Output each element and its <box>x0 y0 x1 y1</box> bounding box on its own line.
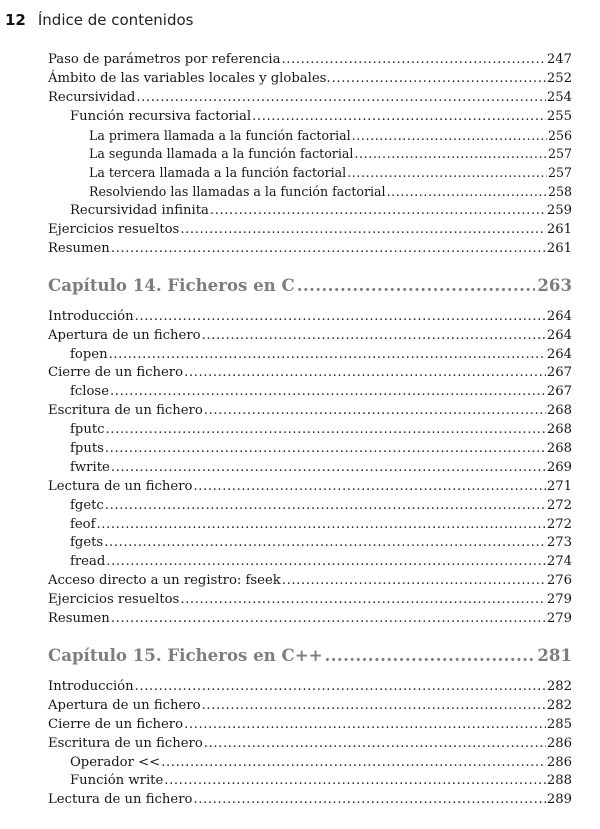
toc-entry-title: fwrite <box>70 459 110 475</box>
toc-entry-title: Resolviendo las llamadas a la función factorial <box>89 184 386 200</box>
dot-leader <box>282 52 546 67</box>
toc-chapter-heading[interactable] <box>48 263 572 301</box>
toc-entry-page: 264 <box>546 327 572 343</box>
toc-entry[interactable] <box>48 755 572 774</box>
dot-leader <box>325 645 536 665</box>
toc-entry[interactable] <box>48 165 572 184</box>
toc-entry-title: Capítulo 15. Ficheros en C++ <box>48 644 323 665</box>
toc-entry-page: 282 <box>546 678 572 694</box>
toc-entry-page: 273 <box>546 535 572 551</box>
toc-entry-title: fgetc <box>70 497 104 513</box>
toc-entry[interactable] <box>48 592 572 611</box>
toc-entry-page: 254 <box>546 89 572 105</box>
dot-leader <box>354 146 547 161</box>
toc-entry-page: 252 <box>546 70 572 86</box>
dot-leader <box>161 755 546 770</box>
toc-entry[interactable] <box>48 679 572 698</box>
toc-entry[interactable] <box>48 573 572 592</box>
toc-entry[interactable] <box>48 554 572 573</box>
toc-entry[interactable] <box>48 203 572 222</box>
toc-entry-page: 264 <box>546 308 572 324</box>
toc-entry[interactable] <box>48 498 572 517</box>
dot-leader <box>164 773 546 788</box>
toc-entry-page: 257 <box>547 165 572 181</box>
toc-entry-page: 285 <box>546 716 572 732</box>
toc-entry-page: 267 <box>546 384 572 400</box>
toc-entry-title: Recursividad infinita <box>70 203 209 219</box>
toc-entry-title: Ejercicios resueltos <box>48 592 180 608</box>
toc-entry-page: 268 <box>546 422 572 438</box>
toc-entry-page: 269 <box>546 459 572 475</box>
toc-entry-page: 255 <box>546 108 572 124</box>
toc-entry[interactable] <box>48 109 572 128</box>
toc-entry-title: Ejercicios resueltos <box>48 222 180 238</box>
toc-entry-page: 247 <box>546 52 572 67</box>
toc-entry-page: 282 <box>546 697 572 713</box>
toc-chapter-heading[interactable] <box>48 633 572 671</box>
page-header <box>5 11 194 33</box>
toc-entry[interactable] <box>48 792 572 811</box>
toc-entry-title: Recursividad <box>48 89 136 105</box>
toc-entry-title: Introducción <box>48 678 134 694</box>
dot-leader <box>106 554 546 569</box>
toc-entry-title: Ámbito de las variables locales y globales. <box>48 70 331 86</box>
toc-entry[interactable] <box>48 517 572 536</box>
toc-entry-title: La primera llamada a la función factorial <box>89 127 351 143</box>
toc-entry-title: La segunda llamada a la función factorial <box>89 146 354 162</box>
toc-entry-page: 274 <box>546 554 572 570</box>
dot-leader <box>202 698 546 713</box>
dot-leader <box>111 460 546 475</box>
dot-leader <box>202 328 546 343</box>
dot-leader <box>193 479 545 494</box>
dot-leader <box>135 309 546 324</box>
toc-entry[interactable] <box>48 773 572 792</box>
toc-entry-title: fread <box>70 554 106 570</box>
toc-entry[interactable] <box>48 535 572 554</box>
toc-entry-title: Escritura de un fichero <box>48 403 203 419</box>
dot-leader <box>97 517 546 532</box>
toc-entry-page: 281 <box>537 644 572 665</box>
toc-entry-title: Lectura de un fichero <box>48 478 193 494</box>
dot-leader <box>282 573 546 588</box>
toc-entry[interactable] <box>48 241 572 260</box>
toc-entry-title: feof <box>70 516 96 532</box>
dot-leader <box>193 792 545 807</box>
toc-entry[interactable] <box>48 184 572 203</box>
toc-entry-title: fgets <box>70 535 104 551</box>
toc-entry-title: Resumen <box>48 240 110 256</box>
toc-entry[interactable] <box>48 736 572 755</box>
toc-entry[interactable] <box>48 309 572 328</box>
dot-leader <box>180 222 546 237</box>
dot-leader <box>136 90 546 105</box>
toc-entry-page: 286 <box>546 735 572 751</box>
dot-leader <box>297 275 536 295</box>
dot-leader <box>184 365 546 380</box>
dot-leader <box>352 128 547 143</box>
toc-entry-page: 264 <box>546 346 572 362</box>
toc-entry-page: 259 <box>546 203 572 219</box>
toc-entry-title: Lectura de un fichero <box>48 792 193 808</box>
dot-leader <box>204 403 546 418</box>
dot-leader <box>387 184 547 199</box>
toc-entry-page: 267 <box>546 365 572 381</box>
dot-leader <box>110 384 546 399</box>
toc-entry-title: Cierre de un fichero <box>48 716 184 732</box>
toc-entry[interactable] <box>48 90 572 109</box>
toc-entry-title: fclose <box>70 384 109 400</box>
toc-entry-title: Apertura de un fichero <box>48 327 201 343</box>
page-number: 12 <box>5 11 26 29</box>
toc-entry[interactable] <box>48 717 572 736</box>
dot-leader <box>210 203 546 218</box>
toc-entry-page: 276 <box>546 573 572 589</box>
toc-entry[interactable] <box>48 698 572 717</box>
toc-entry-title: fputc <box>70 422 105 438</box>
toc-entry-title: Escritura de un fichero <box>48 735 203 751</box>
toc-entry-page: 279 <box>546 592 572 608</box>
toc-entry-title: Resumen <box>48 611 110 627</box>
toc-entry[interactable] <box>48 128 572 147</box>
toc-entry-title: Capítulo 14. Ficheros en C <box>48 274 295 295</box>
dot-leader <box>347 165 547 180</box>
table-of-contents <box>48 52 572 811</box>
toc-entry-page: 271 <box>546 478 572 494</box>
toc-entry[interactable] <box>48 52 572 71</box>
toc-entry[interactable] <box>48 71 572 90</box>
toc-entry[interactable] <box>48 146 572 165</box>
dot-leader <box>180 592 546 607</box>
toc-entry-page: 288 <box>546 773 572 789</box>
toc-entry-page: 258 <box>547 184 572 200</box>
running-title: Índice de contenidos <box>37 11 194 29</box>
dot-leader <box>105 498 546 513</box>
toc-entry-title: fopen <box>70 346 108 362</box>
toc-entry-title: fputs <box>70 441 104 457</box>
toc-entry-title: Paso de parámetros por referencia <box>48 52 281 67</box>
toc-entry-title: Función recursiva factorial <box>70 108 252 124</box>
toc-entry-title: Introducción <box>48 308 134 324</box>
toc-entry[interactable] <box>48 441 572 460</box>
dot-leader <box>252 109 546 124</box>
toc-entry[interactable] <box>48 403 572 422</box>
toc-entry[interactable] <box>48 222 572 241</box>
toc-entry-page: 257 <box>547 146 572 162</box>
dot-leader <box>109 347 546 362</box>
toc-entry-page: 261 <box>546 240 572 256</box>
toc-entry-page: 268 <box>546 441 572 457</box>
dot-leader <box>105 441 546 456</box>
toc-entry-title: Apertura de un fichero <box>48 697 201 713</box>
toc-entry-page: 263 <box>537 274 572 295</box>
toc-entry-page: 272 <box>546 516 572 532</box>
toc-entry-title: Operador << <box>70 754 161 770</box>
toc-entry-title: La tercera llamada a la función factorial <box>89 165 347 181</box>
dot-leader <box>332 71 546 86</box>
dot-leader <box>184 717 546 732</box>
toc-entry[interactable] <box>48 384 572 403</box>
toc-entry[interactable] <box>48 328 572 347</box>
toc-entry-title: Función write <box>70 773 164 789</box>
toc-entry-page: 268 <box>546 403 572 419</box>
toc-entry[interactable] <box>48 460 572 479</box>
toc-entry[interactable] <box>48 479 572 498</box>
toc-entry-title: Acceso directo a un registro: fseek <box>48 573 281 589</box>
toc-entry[interactable] <box>48 365 572 384</box>
dot-leader <box>204 736 546 751</box>
toc-entry-page: 289 <box>546 792 572 808</box>
toc-entry[interactable] <box>48 422 572 441</box>
dot-leader <box>135 679 546 694</box>
toc-entry-page: 286 <box>546 754 572 770</box>
toc-entry[interactable] <box>48 347 572 366</box>
dot-leader <box>104 535 546 550</box>
toc-entry-page: 256 <box>547 127 572 143</box>
dot-leader <box>111 611 546 626</box>
dot-leader <box>111 241 546 256</box>
toc-entry[interactable] <box>48 611 572 630</box>
toc-entry-page: 279 <box>546 611 572 627</box>
toc-entry-page: 261 <box>546 222 572 238</box>
toc-entry-title: Cierre de un fichero <box>48 365 184 381</box>
toc-entry-page: 272 <box>546 497 572 513</box>
dot-leader <box>106 422 546 437</box>
